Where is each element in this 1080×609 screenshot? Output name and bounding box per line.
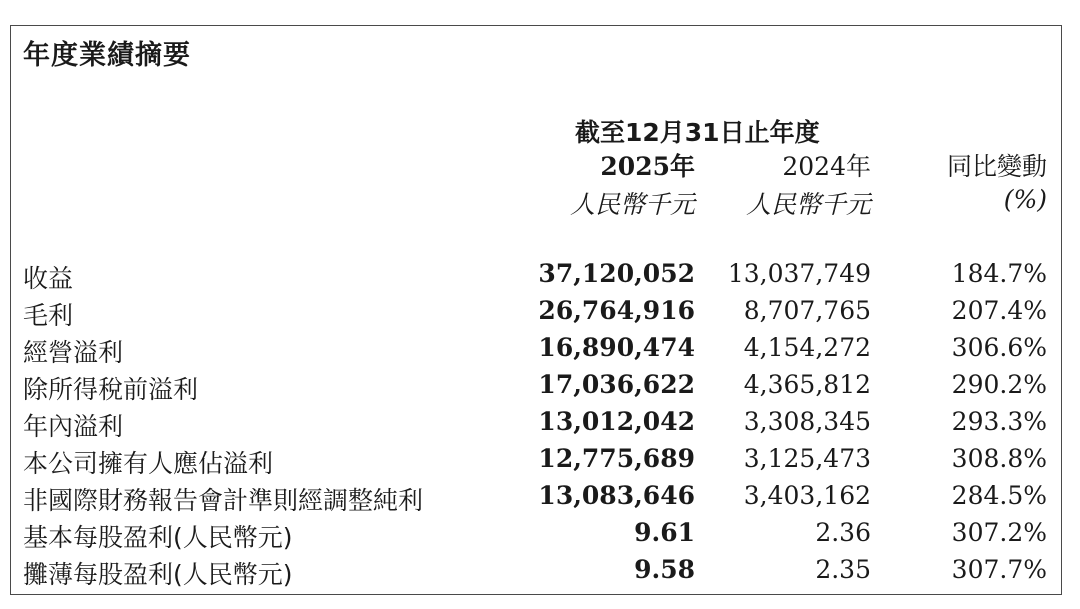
table-row-diluted-eps bbox=[0, 555, 1080, 592]
period-header: 截至12月31日止年度 bbox=[575, 118, 820, 147]
value-2025: 13,012,042 bbox=[538, 407, 695, 436]
table-row-basic-eps bbox=[0, 518, 1080, 555]
table-row-revenue bbox=[0, 259, 1080, 296]
row-label: 本公司擁有人應佔溢利 bbox=[23, 449, 274, 478]
unit-label-2024: 人民幣千元 bbox=[745, 190, 871, 219]
value-yoy: 184.7% bbox=[951, 259, 1047, 288]
value-yoy: 306.6% bbox=[951, 333, 1047, 362]
table-title: 年度業績摘要 bbox=[23, 40, 191, 71]
value-2025: 9.61 bbox=[634, 518, 695, 547]
row-label: 基本每股盈利(人民幣元) bbox=[23, 523, 293, 552]
value-2024: 4,154,272 bbox=[743, 333, 871, 362]
row-label: 除所得稅前溢利 bbox=[23, 375, 199, 404]
row-label: 經營溢利 bbox=[23, 338, 124, 367]
row-label: 攤薄每股盈利(人民幣元) bbox=[23, 560, 293, 589]
value-yoy: 307.2% bbox=[951, 518, 1047, 547]
value-yoy: 284.5% bbox=[951, 481, 1047, 510]
table-row-profit-before-tax bbox=[0, 370, 1080, 407]
row-label: 收益 bbox=[23, 264, 74, 293]
value-2025: 16,890,474 bbox=[538, 333, 695, 362]
value-yoy: 293.3% bbox=[951, 407, 1047, 436]
value-2024: 3,308,345 bbox=[743, 407, 871, 436]
value-2024: 4,365,812 bbox=[743, 370, 871, 399]
table-row-adjusted-net-profit bbox=[0, 481, 1080, 518]
table-row-profit-attributable-to-owners bbox=[0, 444, 1080, 481]
table-row-operating-profit bbox=[0, 333, 1080, 370]
unit-label-yoy: (%) bbox=[1003, 185, 1047, 214]
row-label: 非國際財務報告會計準則經調整純利 bbox=[23, 486, 424, 515]
column-header-2024: 2024年 bbox=[782, 152, 871, 181]
unit-label-2025: 人民幣千元 bbox=[569, 190, 695, 219]
column-header-2025: 2025年 bbox=[600, 152, 695, 181]
value-2025: 26,764,916 bbox=[538, 296, 695, 325]
row-label: 毛利 bbox=[23, 301, 74, 330]
value-2025: 37,120,052 bbox=[538, 259, 695, 288]
table-row-gross-profit bbox=[0, 296, 1080, 333]
value-2024: 8,707,765 bbox=[743, 296, 871, 325]
value-2024: 2.35 bbox=[815, 555, 871, 584]
value-2024: 2.36 bbox=[815, 518, 871, 547]
value-yoy: 290.2% bbox=[951, 370, 1047, 399]
value-yoy: 307.7% bbox=[951, 555, 1047, 584]
value-2025: 9.58 bbox=[634, 555, 695, 584]
table-body bbox=[0, 259, 1080, 592]
value-2025: 12,775,689 bbox=[538, 444, 695, 473]
table-row-profit-for-year bbox=[0, 407, 1080, 444]
value-2024: 3,125,473 bbox=[743, 444, 871, 473]
column-header-yoy-change: 同比變動 bbox=[946, 152, 1047, 181]
value-2024: 13,037,749 bbox=[727, 259, 871, 288]
value-2025: 17,036,622 bbox=[538, 370, 695, 399]
value-2024: 3,403,162 bbox=[743, 481, 871, 510]
value-yoy: 308.8% bbox=[951, 444, 1047, 473]
value-yoy: 207.4% bbox=[951, 296, 1047, 325]
value-2025: 13,083,646 bbox=[538, 481, 695, 510]
row-label: 年內溢利 bbox=[23, 412, 124, 441]
